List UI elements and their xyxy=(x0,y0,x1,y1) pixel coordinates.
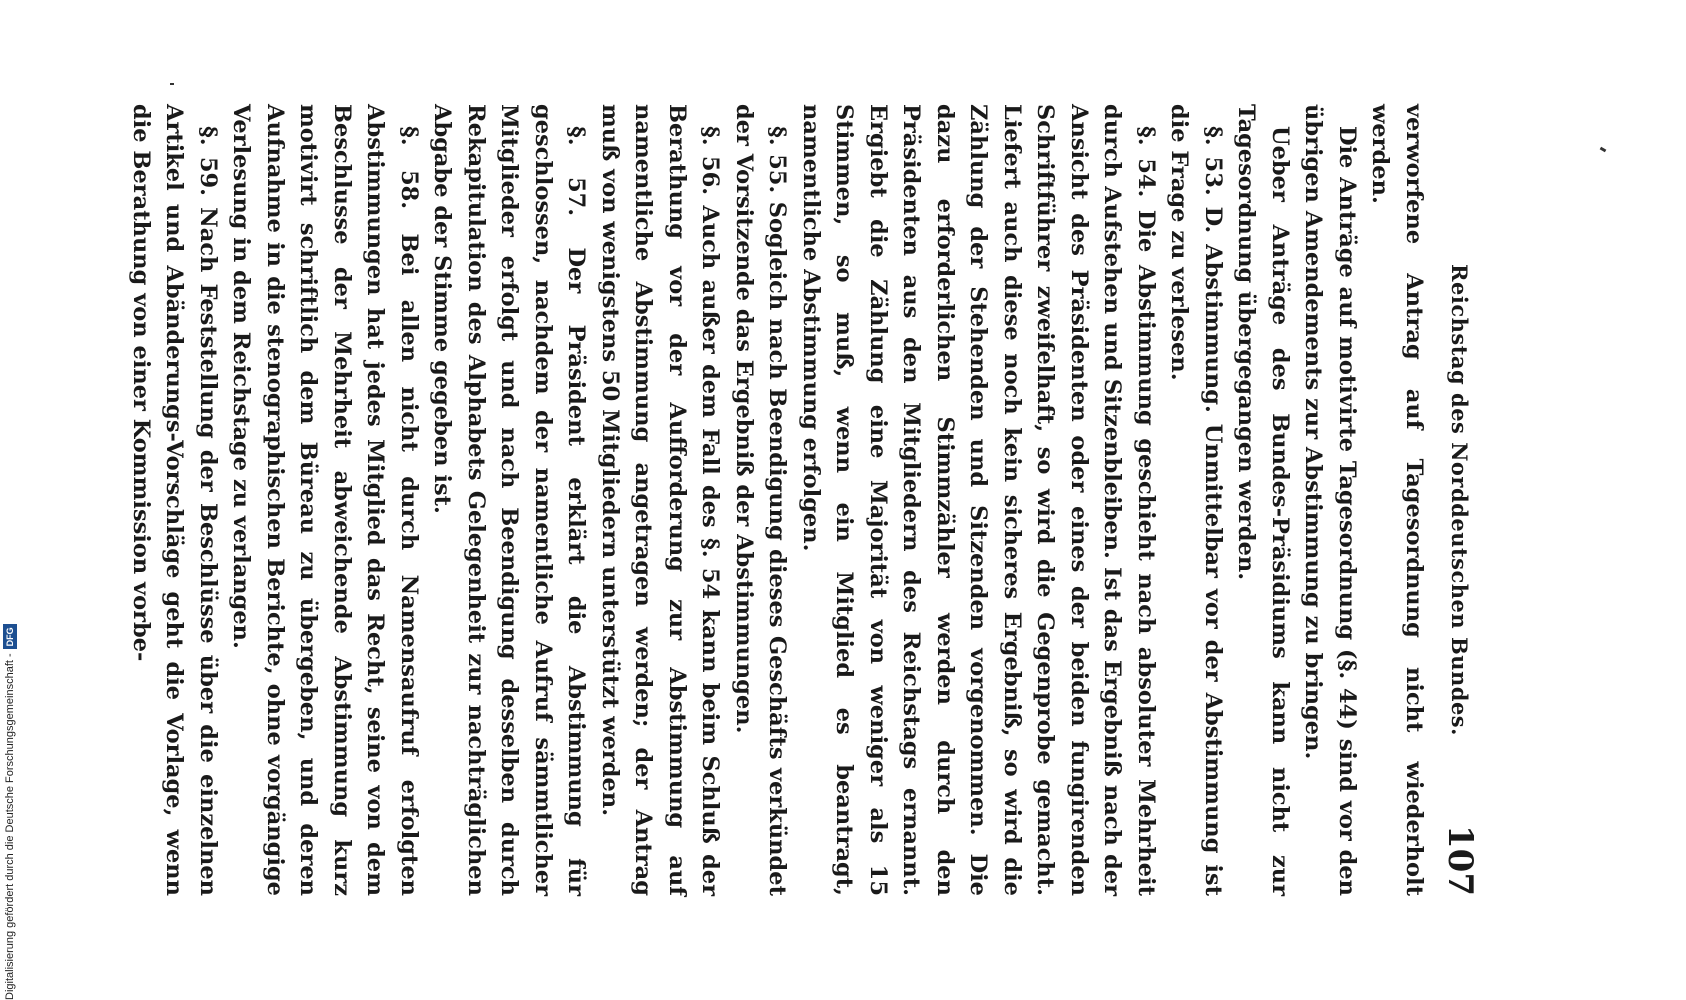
paragraph: §. 56. Auch außer dem Fall des §. 54 kann beim Schluß der Berathung vor der Aufforderung zur Abstimmung auf namentliche Abstimmung angetragen werden; der Antrag muß von wenigstens 50 Mitgliedern unterstützt werden. xyxy=(597,104,724,896)
page-number: 107 xyxy=(1440,825,1480,896)
paragraph: §. 58. Bei allen nicht durch Namensaufruf erfolgten Abstimmungen hat jedes Mitglied das Recht, seine von dem Beschlusse der Mehrheit abweichende Abstimmung kurz motivirt schriftlich dem Büreau zu übergeben, und deren Aufnahme in die stenographischen Berichte, ohne vorgängige Verlesung in dem Reichstage zu verlangen. xyxy=(228,104,422,896)
body-text xyxy=(124,104,1431,896)
paragraph: §. 57. Der Präsident erklärt die Abstimmung für geschlossen, nachdem der namentliche Aufruf sämmtlicher Mitglieder erfolgt und nach Beendigung desselben durch Rekapitulation des Alphabets Gelegenheit zur nachträglichen Abgabe der Stimme gegeben ist. xyxy=(429,104,590,896)
credit-text: Digitalisierung gefördert durch die Deutsche Forschungsgemeinschaft - xyxy=(4,653,16,1000)
dfg-logo: DFG xyxy=(3,624,17,649)
paragraph: §. 55. Sogleich nach Beendigung dieses Geschäfts verkündet der Vorsitzende das Ergebniß der Abstimmungen. xyxy=(731,104,791,896)
section-heading-paragraph: §. 53. D. Abstimmung. Unmittelbar vor der Abstimmung ist die Frage zu verlesen. xyxy=(1166,104,1226,896)
paragraph: §. 54. Die Abstimmung geschieht nach absoluter Mehrheit durch Aufstehen und Sitzenbleiben. Ist das Ergebniß nach der Ansicht des Präsidenten oder eines der beiden fungirenden Schriftführer zweifelhaft, so wird die Gegenprobe gemacht. Liefert auch diese noch kein sicheres Ergebniß, so wird die Zählung der Stehenden und Sitzenden vorgenommen. Die dazu erforderlichen Stimmzähler werden durch den Präsidenten aus den Mitgliedern des Reichstags ernannt. Ergiebt die Zählung eine Majorität von weniger als 15 Stimmen, so muß, wenn ein Mitglied es beantragt, namentliche Abstimmung erfolgen. xyxy=(798,104,1159,896)
paragraph: Die Anträge auf motivirte Tagesordnung (§. 44) sind vor den übrigen Amendements zur Abstimmung zu bringen. xyxy=(1300,104,1360,896)
paragraph: Ueber Anträge des Bundes-Präsidiums kann nicht zur Tagesordnung übergegangen werden. xyxy=(1233,104,1293,896)
page-header xyxy=(1436,104,1480,896)
paragraph: verworfene Antrag auf Tagesordnung nicht wiederholt werden. xyxy=(1367,104,1427,896)
scan-speck xyxy=(170,83,174,85)
paragraph: §. 59. Nach Feststellung der Beschlüsse über die einzelnen Artikel und Abänderungs-Vorschläge geht die Vorlage, wenn die Berathung von einer Kommission vorbe- xyxy=(128,104,221,896)
running-head: Reichstag des Norddeutschen Bundes. xyxy=(1447,264,1472,736)
book-page xyxy=(128,60,1498,940)
scan-speck xyxy=(1600,147,1607,153)
digitization-credit xyxy=(2,620,18,1000)
